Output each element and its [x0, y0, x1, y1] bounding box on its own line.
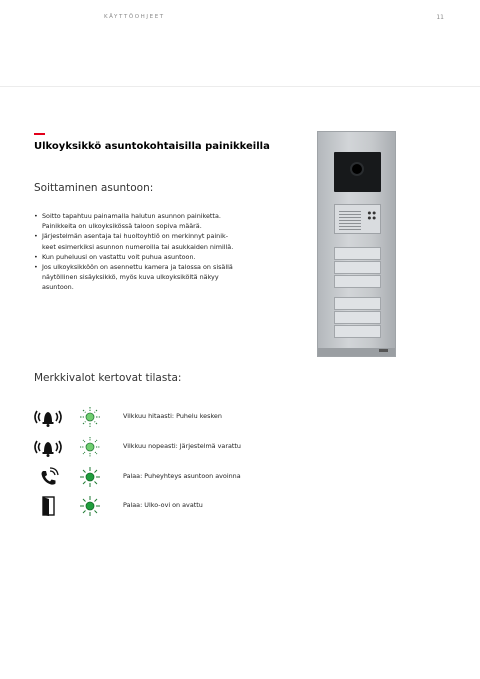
ringing-bell-icon — [34, 405, 62, 429]
indicator-row — [34, 494, 434, 518]
indicator-label: Palaa: Puheyhteys asuntoon avoinna — [123, 472, 241, 480]
status-leds: ● ● ● ● — [367, 210, 376, 220]
indicator-label: Palaa: Ulko-ovi on avattu — [123, 501, 203, 509]
header-divider — [0, 86, 480, 87]
audio-module — [334, 204, 381, 234]
call-button — [334, 247, 381, 260]
indicator-label: Vilkkuu nopeasti: Järjestelmä varattu — [123, 442, 241, 450]
indicators-heading: Merkkivalot kertovat tilasta: — [34, 372, 182, 384]
led-blink-fast-icon — [80, 437, 100, 457]
indicator-row — [34, 435, 434, 459]
call-button — [334, 261, 381, 274]
open-door-icon — [34, 494, 62, 518]
led-on-icon — [80, 467, 100, 487]
call-button — [334, 297, 381, 310]
calling-instructions — [34, 211, 274, 293]
page-title: Ulkoyksikkö asuntokohtaisilla painikkeilla — [34, 141, 270, 152]
instruction-item: • Jos ulkoyksikköön on asennettu kamera ja talossa on sisällä näytöllinen sisäyksikkö, myös kuva ulkoyksiköltä näkyy asuntoon. — [34, 262, 274, 293]
led-on-icon — [80, 496, 100, 516]
running-header: KÄYTTÖOHJEET — [104, 14, 165, 20]
call-button — [334, 311, 381, 324]
phone-talking-icon — [34, 465, 62, 489]
speaker-grille — [339, 210, 361, 230]
instruction-item: • Kun puheluusi on vastattu voit puhua asuntoon. — [34, 252, 274, 262]
instruction-item: • Soitto tapahtuu painamalla halutun asunnon painiketta. Painikkeita on ulkoyksikössä taloon sopiva määrä. — [34, 211, 274, 231]
indicator-row — [34, 465, 434, 489]
camera-module — [334, 152, 381, 192]
brand-logo — [379, 349, 388, 352]
indicator-row — [34, 405, 434, 429]
indicator-label: Vilkkuu hitaasti: Puhelu kesken — [123, 412, 222, 420]
page-number: 11 — [436, 14, 444, 21]
accent-bar — [34, 133, 45, 135]
ringing-bell-icon — [34, 435, 62, 459]
call-button — [334, 325, 381, 338]
camera-lens — [352, 164, 362, 174]
instruction-item: • Järjestelmän asentaja tai huoltoyhtiö on merkinnyt painik- keet esimerkiksi asunnon numeroilla tai asukkaiden nimillä. — [34, 231, 274, 251]
outdoor-station-image — [317, 131, 396, 357]
call-button — [334, 275, 381, 288]
calling-heading: Soittaminen asuntoon: — [34, 182, 154, 194]
led-blink-slow-icon — [80, 407, 100, 427]
